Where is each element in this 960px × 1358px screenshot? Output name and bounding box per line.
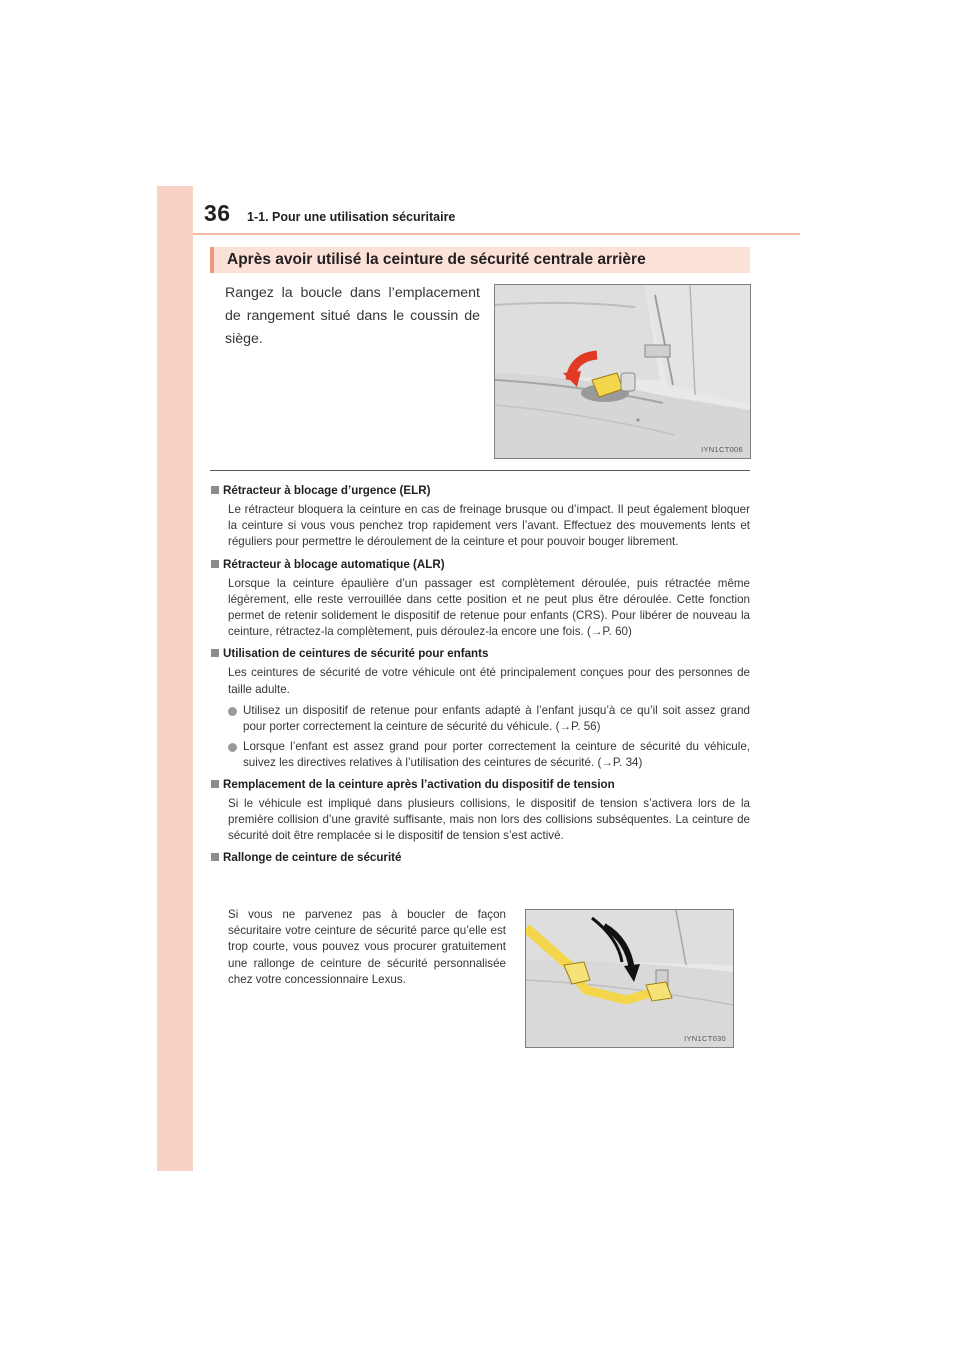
square-bullet-icon bbox=[211, 780, 219, 788]
page-reference[interactable]: (→P. 60) bbox=[586, 625, 632, 639]
round-bullet-icon bbox=[228, 743, 237, 752]
running-header: 1-1. Pour une utilisation sécuritaire bbox=[247, 210, 456, 224]
page-number: 36 bbox=[204, 200, 231, 226]
round-bullet-icon bbox=[228, 707, 237, 716]
section-title: Après avoir utilisé la ceinture de sécurité centrale arrière bbox=[227, 251, 646, 268]
square-bullet-icon bbox=[211, 853, 219, 861]
note-body: Le rétracteur bloquera la ceinture en cas de freinage brusque ou d’impact. Il peut également bloquer la ceinture si vous vous penchez trop rapidement vers l’avant. Effectuez des mouvements lents et réguliers pour permettre le déroulement de la ceinture et pour pouvoir bouger librement. bbox=[228, 503, 750, 549]
note-body: Les ceintures de sécurité de votre véhicule ont été principalement conçues pour des personnes de taille adulte. bbox=[228, 666, 750, 696]
intro-paragraph: Rangez la boucle dans l’emplacement de rangement situé dans le coussin de siège. bbox=[225, 285, 480, 347]
note-heading: Rallonge de ceinture de sécurité bbox=[210, 849, 750, 866]
note-heading: Remplacement de la ceinture après l’activation du dispositif de tension bbox=[210, 776, 750, 793]
seat-buckle-storage-illustration bbox=[494, 284, 751, 459]
note-heading: Rétracteur à blocage d’urgence (ELR) bbox=[210, 482, 750, 499]
page-reference[interactable]: (→P. 34) bbox=[597, 756, 643, 770]
section-heading-bar bbox=[210, 247, 750, 273]
list-item: Utilisez un dispositif de retenue pour enfants adapté à l’enfant jusqu’à ce qu’il soit assez grand pour porter correctement la ceinture de sécurité du véhicule. (→P. 56) bbox=[228, 703, 750, 735]
notes-section bbox=[210, 482, 750, 866]
chapter-side-band bbox=[157, 186, 193, 1171]
note-body: Si le véhicule est impliqué dans plusieurs collisions, le dispositif de tension s’activera lors de la première collision d’une gravité suffisante, mais non lors des collisions subséquentes. La ceinture de sécurité doit être remplacée si le dispositif de tension s’est activé. bbox=[228, 796, 750, 843]
belt-extender-illustration bbox=[525, 909, 734, 1048]
figure-code: IYN1CT006 bbox=[701, 445, 743, 454]
notes-divider bbox=[210, 470, 750, 471]
note-body: Lorsque la ceinture épaulière d’un passager est complètement déroulée, puis rétractée même légèrement, elle reste verrouillée dans cette position et ne peut plus être déroulée. Cette fonction permet de retenir solidement le dispositif de retenue pour enfants (CRS). Pour libérer de nouveau la ceinture, rétractez-la complètement, puis déroulez-la encore une fois. (→P. 60) bbox=[228, 576, 750, 639]
note-heading: Utilisation de ceintures de sécurité pour enfants bbox=[210, 645, 750, 662]
page-reference[interactable]: (→P. 56) bbox=[555, 720, 601, 734]
square-bullet-icon bbox=[211, 486, 219, 494]
extender-paragraph: Si vous ne parvenez pas à boucler de façon sécuritaire votre ceinture de sécurité parce qu’elle est trop courte, vous pouvez vous procurer gratuitement une rallonge de ceinture de sécurité personnalisée chez votre concessionnaire Lexus. bbox=[228, 908, 506, 986]
square-bullet-icon bbox=[211, 649, 219, 657]
list-item: Lorsque l’enfant est assez grand pour porter correctement la ceinture de sécurité du véhicule, suivez les directives relatives à l’utilisation des ceintures de sécurité. (→P. 34) bbox=[228, 739, 750, 771]
square-bullet-icon bbox=[211, 560, 219, 568]
note-heading: Rétracteur à blocage automatique (ALR) bbox=[210, 556, 750, 573]
figure-code: IYN1CT030 bbox=[684, 1034, 726, 1043]
header-rule bbox=[193, 233, 800, 235]
